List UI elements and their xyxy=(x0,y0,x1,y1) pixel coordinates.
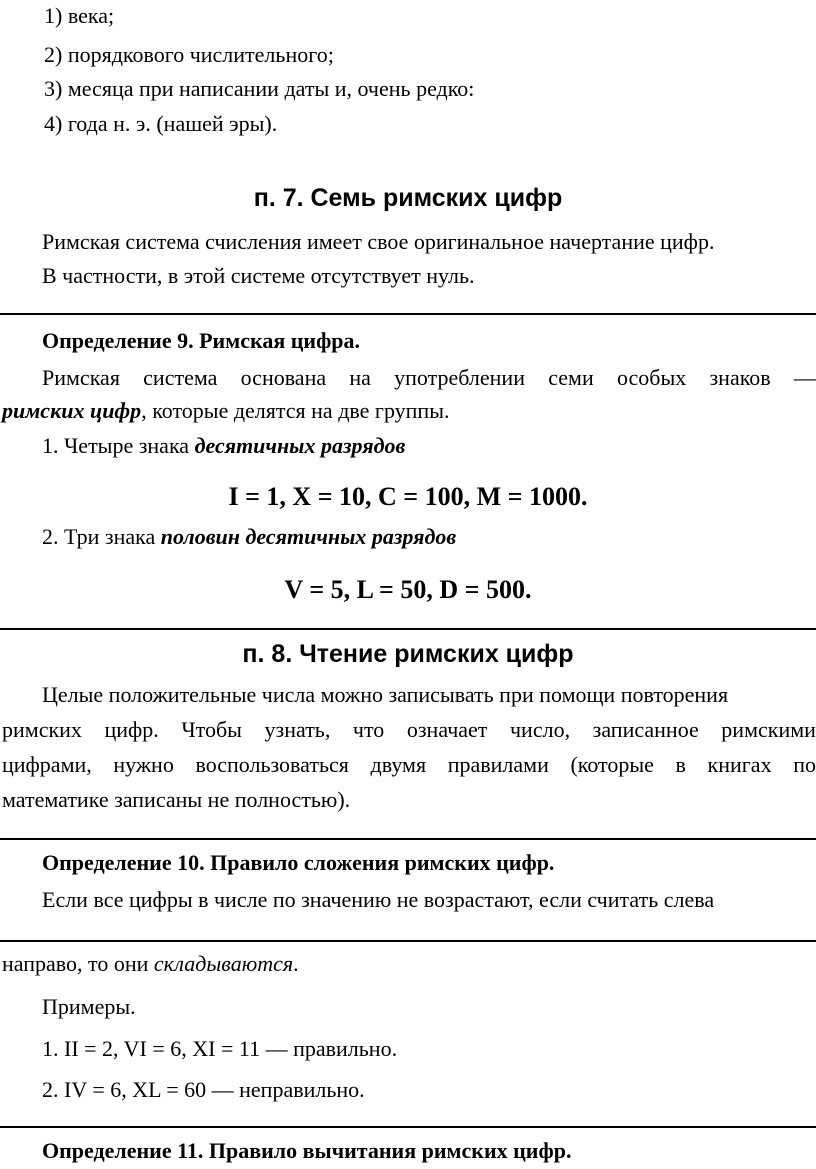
divider xyxy=(0,838,816,840)
list-item: 1) века; xyxy=(44,3,115,28)
section-7-text-line: В частности, в этой системе отсутствует нуль. xyxy=(42,263,475,288)
divider xyxy=(0,628,816,630)
definition-9-item-1: 1. Четыре знака десятичных разрядов xyxy=(42,433,406,458)
formula-half-decimal-digits: V = 5, L = 50, D = 500. xyxy=(284,575,532,604)
definition-9-title: Определение 9. Римская цифра. xyxy=(42,328,361,353)
section-8-text-line: цифрами, нужно воспользоваться двумя правилами (которые в книгах по xyxy=(2,752,816,777)
definition-10-title: Определение 10. Правило сложения римских цифр. xyxy=(42,850,555,875)
list-item: 3) месяца при написании даты и, очень редко: xyxy=(44,76,475,101)
section-8-text-line: Целые положительные числа можно записывать при помощи повторения xyxy=(42,682,729,707)
definition-9-text-line: Римская система основана на употреблении семи особых знаков — xyxy=(42,365,816,390)
definition-9-item-2: 2. Три знака половин десятичных разрядов xyxy=(42,524,457,549)
section-7-heading: п. 7. Семь римских цифр xyxy=(253,184,563,212)
example-item: 2. IV = 6, XL = 60 — неправильно. xyxy=(42,1077,365,1102)
examples-label: Примеры. xyxy=(42,994,136,1019)
section-8-heading: п. 8. Чтение римских цифр xyxy=(242,640,574,668)
divider xyxy=(0,1126,816,1128)
example-item: 1. II = 2, VI = 6, XI = 11 — правильно. xyxy=(42,1036,398,1061)
definition-10-text-line: Если все цифры в числе по значению не возрастают, если считать слева xyxy=(42,887,715,912)
list-item: 4) года н. э. (нашей эры). xyxy=(44,111,278,136)
divider xyxy=(0,940,816,942)
section-8-text-line: римских цифр. Чтобы узнать, что означает число, записанное римскими xyxy=(2,717,816,742)
definition-10-text-line: направо, то они складываются. xyxy=(2,951,299,976)
definition-9-text-line: римских цифр, которые делятся на две группы. xyxy=(2,398,450,423)
section-8-text-line: математике записаны не полностью). xyxy=(2,787,351,812)
divider xyxy=(0,313,816,315)
formula-decimal-digits: I = 1, X = 10, C = 100, M = 1000. xyxy=(228,482,588,511)
definition-11-title: Определение 11. Правило вычитания римских цифр. xyxy=(42,1138,572,1163)
section-7-text-line: Римская система счисления имеет свое оригинальное начертание цифр. xyxy=(42,229,715,254)
list-item: 2) порядкового числительного; xyxy=(44,42,334,67)
